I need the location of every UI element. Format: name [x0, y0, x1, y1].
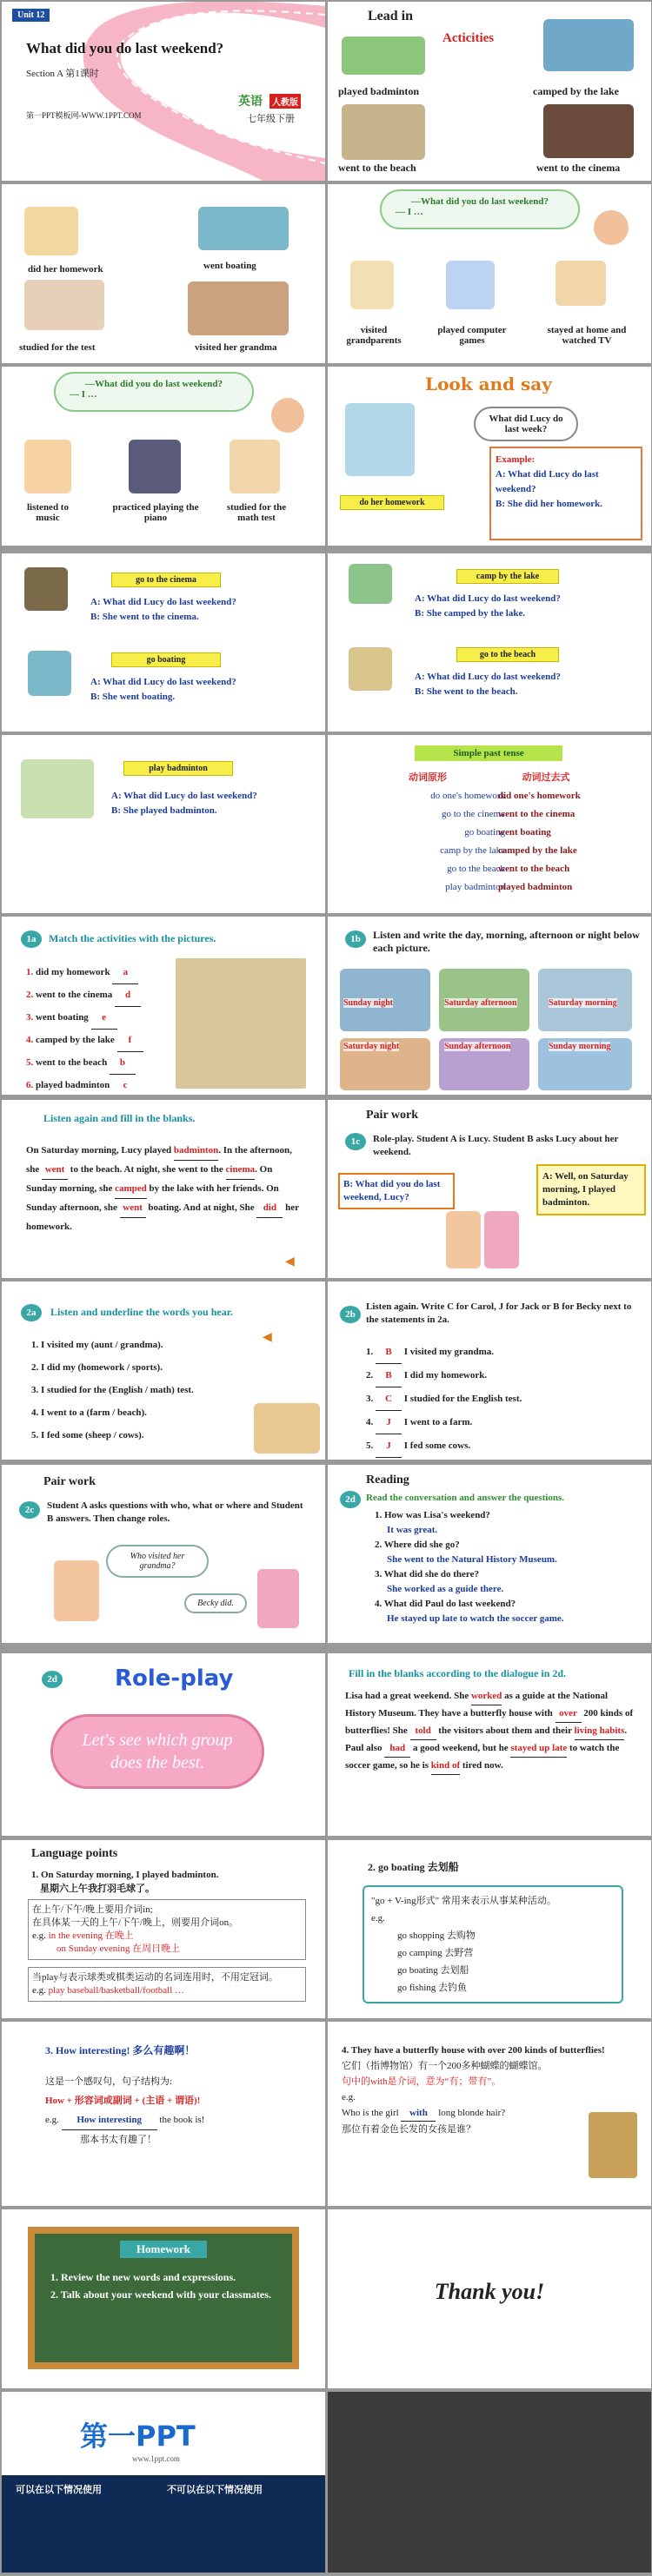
b-bubble: B: What did you do last weekend, Lucy?: [338, 1173, 455, 1209]
boy-figure: [446, 1211, 481, 1268]
lake-picture: [543, 19, 634, 71]
badge-2a: 2a: [21, 1304, 42, 1321]
base-form: play badminton: [445, 882, 505, 892]
lake-dialogue: A: What did Lucy do last weekend? B: She camped by the lake.: [415, 593, 561, 619]
go-item: go camping 去野营: [397, 1948, 474, 1958]
fill-heading-2: Fill in the blanks according to the dialogue in 2d.: [349, 1667, 567, 1679]
music-picture: [24, 440, 71, 493]
q1-item-3: stayed at home and watched TV: [547, 325, 627, 346]
instruction-1c: Role-play. Student A is Lucy. Student B asks Lucy about her weekend.: [373, 1134, 619, 1157]
with-notes: 4. They have a butterfly house with over 200 kinds of butterflies! 它们（指博物馆）有一个200多种蝴蝶的蝴蝶馆。 句中的with是介词，意为“有；带有”。 e.g. Who is the girl with long blonde hair? 那位有着金色长发的女孩是谁？: [342, 2045, 605, 2135]
reading-heading: Reading: [366, 1473, 409, 1487]
day-label-2: Saturday afternoon: [444, 998, 517, 1008]
abc-item: 3. C I studied for the English test.: [366, 1387, 522, 1411]
ppt-url: www.1ppt.com: [132, 2454, 180, 2463]
base-form: go to the beach: [447, 864, 505, 874]
go-item: go shopping 去购物: [397, 1930, 476, 1941]
farm-picture: [254, 1403, 320, 1454]
slide-homework: [2, 2209, 325, 2388]
question-bubble: What did Lucy do last week?: [474, 407, 578, 441]
base-form: go to the cinema: [441, 809, 505, 819]
edition-label: 人教版: [269, 94, 301, 109]
day-label-5: Sunday afternoon: [444, 1042, 511, 1051]
underline-item: 3. I studied for the (English / math) test.: [31, 1385, 194, 1395]
day-label-3: Saturday morning: [549, 998, 617, 1008]
lp-sentence: 1. On Saturday morning, I played badminton. 星期六上午我打羽毛球了。: [31, 1870, 219, 1894]
boating-picture: [198, 207, 289, 250]
badminton-icon-picture: [21, 759, 94, 818]
past-form: went boating: [498, 827, 551, 838]
boating-label: go boating: [111, 652, 221, 667]
instruction-2d: Read the conversation and answer the questions.: [366, 1493, 565, 1503]
book-label: 英语: [238, 95, 263, 109]
boy-avatar: [271, 398, 304, 433]
abc-item: 1. B I visited my grandma.: [366, 1341, 522, 1364]
cannot-use-heading: 不可以在以下情况使用: [167, 2485, 263, 2495]
student-a-figure: [54, 1560, 99, 1621]
question: 1. How was Lisa's weekend?: [375, 1510, 490, 1520]
q1-item-1: visited grandparents: [346, 325, 402, 346]
answer: He stayed up late to watch the soccer game.: [387, 1613, 564, 1624]
slide-2a: [2, 1281, 325, 1460]
slide-fill-blanks-1: [2, 1100, 325, 1278]
badge-2b: 2b: [340, 1306, 361, 1323]
question: 2. Where did she go?: [375, 1540, 460, 1550]
homework-picture: [24, 207, 78, 255]
match-item: 5. went to the beach b: [26, 1052, 143, 1075]
badge-1a: 1a: [21, 930, 42, 948]
question: 4. What did Paul do last weekend?: [375, 1599, 516, 1609]
past-form: played badminton: [498, 882, 573, 892]
boating-dialogue: A: What did Lucy do last weekend? B: She went boating.: [90, 677, 236, 702]
section-label: Section A 第1课时: [26, 69, 99, 79]
col-base: 动词原形: [409, 772, 447, 783]
lucy-picture: [345, 403, 415, 476]
homework-heading: Homework: [120, 2241, 207, 2258]
base-form: do one's homework: [430, 791, 505, 801]
answer: It was great.: [387, 1525, 438, 1535]
underline-item: 5. I fed some (sheep / cows).: [31, 1430, 144, 1440]
past-form: camped by the lake: [498, 845, 577, 856]
go-item: go fishing 去钓鱼: [397, 1983, 468, 1993]
underline-item: 2. I did my (homework / sports).: [31, 1362, 163, 1373]
beach-picture: [342, 104, 425, 160]
pair-work-heading-2: Pair work: [43, 1475, 96, 1488]
fill-heading: Listen again and fill in the blanks.: [43, 1112, 196, 1124]
abc-item: 2. B I did my homework.: [366, 1364, 522, 1387]
slide-simple-past: [328, 735, 651, 913]
question: 3. What did she do there?: [375, 1569, 480, 1579]
day-label-6: Sunday morning: [549, 1042, 611, 1051]
a-bubble: A: Well, on Saturday morning, I played badminton.: [536, 1164, 646, 1215]
go-item: go boating 去划船: [397, 1965, 469, 1976]
slide-fill-blanks-2: [328, 1653, 651, 1836]
answer-bubble: Becky did.: [184, 1593, 247, 1613]
who-bubble: Who visited her grandma?: [106, 1545, 209, 1578]
slide-badminton: [2, 735, 325, 913]
grandparents-picture: [350, 261, 394, 309]
cinema-label: go to the cinema: [111, 573, 221, 587]
question-cloud-2: —What did you do last weekend? — I …: [54, 372, 254, 412]
qa-list: [375, 1508, 564, 1626]
slide-footer: [2, 2392, 325, 2573]
lp-notes: 在上午/下午/晚上要用介词in; 在具体某一天的上午/下午/晚上，则要用介词on。 e.g. in the evening 在晚上 on Sunday evening 在周日晚上: [28, 1899, 306, 1960]
slide-cinema-boating: [2, 553, 325, 732]
student-b-figure: [257, 1569, 299, 1628]
beach-dialogue: A: What did Lucy do last weekend? B: She went to the beach.: [415, 672, 561, 697]
slide-language-4: [328, 2022, 651, 2206]
question-cloud: —What did you do last weekend? — I …: [380, 189, 580, 229]
girl-figure: [484, 1211, 519, 1268]
fill-passage-2: Lisa had a great weekend. She worked as a guide at the National History Museum. They have a butterfly house with over 200 kinds of butterflies! She told the visitors about them and their living habits. Paul also had a good weekend, but he stayed up late to watch the soccer game, so he is kind of tired now.: [345, 1688, 641, 1775]
instruction-1b: Listen and write the day, morning, afternoon or night below each picture.: [373, 929, 640, 954]
slide-look-and-say: [328, 367, 651, 546]
answer: She went to the Natural History Museum.: [387, 1554, 557, 1565]
answer: She worked as a guide there.: [387, 1584, 504, 1594]
past-forms: [498, 787, 646, 897]
instruction-1a: Match the activities with the pictures.: [49, 932, 216, 944]
lp-notes-2: 当play与表示球类或棋类运动的名词连用时，不用定冠词。 e.g. play baseball/basketball/football …: [28, 1967, 306, 2002]
underline-item: 1. I visited my (aunt / grandma).: [31, 1340, 163, 1350]
grandma-picture: [188, 281, 289, 335]
underline-list: [31, 1334, 194, 1447]
match-list: [26, 962, 143, 1095]
pink-road-decoration: [2, 2, 325, 181]
abc-list: [366, 1341, 522, 1458]
badge-2d: 2d: [340, 1491, 361, 1508]
slide-lead-in: [328, 2, 651, 181]
math-picture: [230, 440, 280, 493]
match-item: 6. played badminton c: [26, 1075, 143, 1095]
slide-title: [2, 2, 325, 181]
can-use-heading: 可以在以下情况使用: [16, 2485, 102, 2495]
badge-2c: 2c: [19, 1501, 40, 1519]
empty-slide: [328, 2392, 651, 2573]
badge-1c: 1c: [345, 1133, 366, 1150]
day-label-1: Sunday night: [343, 998, 393, 1008]
beach-icon-picture: [349, 647, 392, 691]
slide-2c: [2, 1465, 325, 1643]
lake-icon-picture: [349, 564, 392, 604]
act-item-1: did her homework: [28, 264, 103, 275]
slide-1b: [328, 917, 651, 1095]
instruction-2b: Listen again. Write C for Carol, J for Jack or B for Becky next to the statements in 2a.: [366, 1301, 632, 1325]
match-item: 2. went to the cinema d: [26, 984, 143, 1007]
slide-question-2: [2, 367, 325, 546]
slide-1a: [2, 917, 325, 1095]
slide-role-play: [2, 1653, 325, 1836]
q2-item-2: practiced playing the piano: [112, 502, 199, 523]
abc-item: 5. J I fed some cows.: [366, 1434, 522, 1458]
badge-2d-role: 2d: [42, 1671, 63, 1688]
q2-item-3: studied for the math test: [226, 502, 287, 523]
past-form: went to the beach: [498, 864, 570, 874]
role-play-box: Let's see which group does the best.: [50, 1714, 264, 1789]
computer-picture: [446, 261, 495, 309]
underline-item: 4. I went to a (farm / beach).: [31, 1407, 147, 1418]
lake-label: camp by the lake: [456, 569, 559, 584]
piano-picture: [129, 440, 181, 493]
instruction-2a: Listen and underline the words you hear.: [50, 1306, 233, 1318]
col-past: 动词过去式: [522, 772, 570, 783]
language-points-heading: Language points: [31, 1847, 118, 1860]
cinema-icon-picture: [24, 567, 68, 611]
cinema-picture: [543, 104, 634, 158]
thank-you-text: Thank you!: [434, 2279, 545, 2304]
slide-language-2: [328, 1840, 651, 2018]
slide-language-1: [2, 1840, 325, 2018]
site-label: 第一PPT模板网-WWW.1PPT.COM: [26, 111, 142, 120]
q2-item-1: listened to music: [27, 502, 69, 523]
day-label-4: Saturday night: [343, 1042, 400, 1051]
badge-1b: 1b: [345, 930, 366, 948]
match-scene-picture: [176, 958, 306, 1089]
go-ving-box: "go + V-ing形式" 常用来表示从事某种活动。 e.g. go shopping 去购物 go camping 去野营 go boating 去划船 go fishing 去钓鱼: [363, 1885, 623, 2003]
boating-icon-picture: [28, 651, 71, 696]
unit-badge: Unit 12: [12, 9, 50, 22]
example-box: Example: A: What did Lucy do last weekend? B: She did her homework.: [489, 447, 642, 540]
match-item: 3. went boating e: [26, 1007, 143, 1030]
slide-activities-2: [2, 184, 325, 363]
exclamation-notes: 这是一个感叹句，句子结构为: How + 形容词或副词 + (主语 + 谓语)! e.g. How interesting the book is! 那本书太有趣了！: [45, 2076, 205, 2145]
how-interesting-heading: 3. How interesting! 多么有趣啊！: [45, 2044, 196, 2056]
role-play-heading: Role-play: [115, 1665, 234, 1692]
fill-passage: On Saturday morning, Lucy played badminton. In the afternoon, she went to the beach. At night, she went to the cinema. On Sunday morning, she camped by the lake with her friends. On Sunday afternoon, she went boating. And at night, She did her homework.: [26, 1142, 304, 1236]
past-form: did one's homework: [498, 791, 581, 801]
look-say-heading: Look and say: [425, 374, 552, 394]
speaker-icon-2a[interactable]: ◀: [263, 1330, 272, 1344]
base-form: go boating: [464, 827, 505, 838]
go-boating-heading: 2. go boating 去划船: [368, 1861, 459, 1873]
homework-item: 1. Review the new words and expressions.: [50, 2271, 236, 2283]
simple-past-heading: Simple past tense: [415, 745, 562, 761]
cinema-dialogue: A: What did Lucy do last weekend? B: She went to the cinema.: [90, 597, 236, 622]
act-item-2: went boating: [203, 261, 256, 271]
act-item-3: studied for the test: [19, 342, 96, 353]
badminton-dialogue: A: What did Lucy do last weekend? B: She played badminton.: [111, 791, 257, 816]
girl-avatar: [594, 210, 629, 245]
lead-item-2: camped by the lake: [533, 85, 619, 97]
slide-thanks: [328, 2209, 651, 2388]
pair-work-heading: Pair work: [366, 1109, 419, 1122]
match-item: 1. did my homework a: [26, 962, 143, 984]
speaker-icon[interactable]: ◀: [285, 1255, 295, 1268]
lead-item-1: played badminton: [338, 85, 420, 97]
homework-item: 2. Talk about your weekend with your classmates.: [50, 2288, 271, 2301]
lead-item-3: went to the beach: [338, 162, 416, 174]
page-title: What did you do last weekend?: [26, 40, 224, 56]
instruction-2c: Student A asks questions with who, what or where and Student B answers. Then change roles.: [47, 1500, 303, 1524]
ppt-logo: 第一PPT: [80, 2420, 196, 2453]
lead-in-heading: Lead in: [368, 9, 414, 23]
slide-question-1: [328, 184, 651, 363]
activities-heading: Acticities: [442, 31, 495, 45]
badminton-label: play badminton: [123, 761, 233, 776]
match-item: 4. camped by the lake f: [26, 1030, 143, 1052]
tv-picture: [556, 261, 606, 306]
blonde-girl-picture: [589, 2112, 637, 2178]
homework-list: [50, 2268, 276, 2303]
grade-label: 七年级下册: [247, 114, 295, 124]
past-form: went to the cinema: [498, 809, 575, 819]
base-form: camp by the lake: [440, 845, 505, 856]
badminton-picture: [342, 36, 425, 75]
slide-lake-beach: [328, 553, 651, 732]
lead-item-4: went to the cinema: [536, 162, 621, 174]
base-forms: [331, 787, 505, 897]
slide-2b: [328, 1281, 651, 1460]
do-homework-label: do her homework: [340, 495, 444, 510]
slide-reading: [328, 1465, 651, 1643]
study-picture: [24, 280, 104, 330]
beach-label: go to the beach: [456, 647, 559, 662]
slide-language-3: [2, 2022, 325, 2206]
abc-item: 4. J I went to a farm.: [366, 1411, 522, 1434]
q1-item-2: played computer games: [437, 325, 507, 346]
slide-pair-work-1c: [328, 1100, 651, 1278]
act-item-4: visited her grandma: [195, 342, 277, 353]
